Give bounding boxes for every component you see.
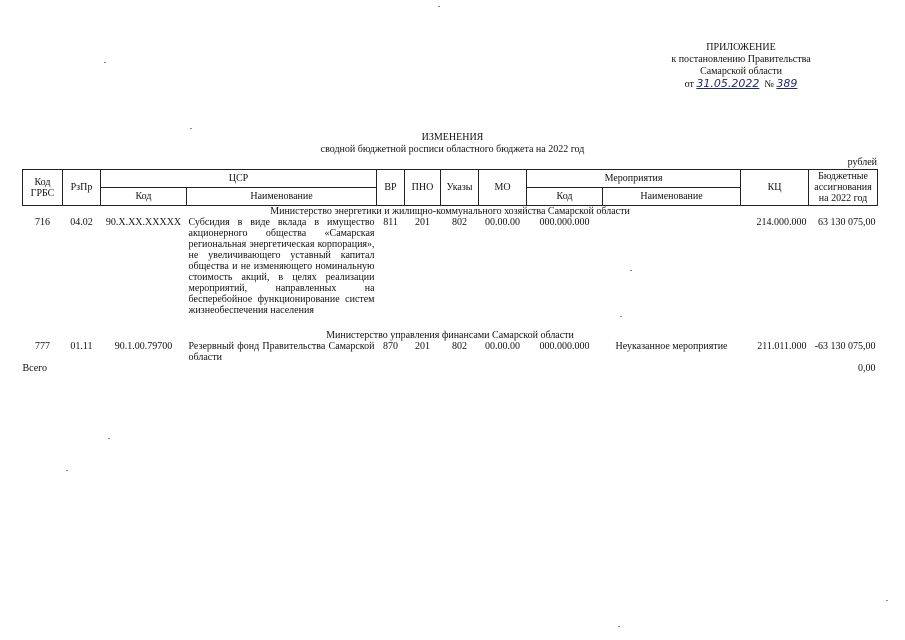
- header-csr-code: Код: [101, 188, 187, 206]
- header-pno: ПНО: [405, 170, 441, 206]
- cell-csr-name: Резервный фонд Правительства Самарской области: [188, 341, 375, 363]
- group-title: Министерство энергетики и жилищно-коммунального хозяйства Самарской области: [270, 206, 630, 217]
- header-mo: МО: [479, 170, 527, 206]
- header-kc: КЦ: [741, 170, 809, 206]
- cell-pno: 201: [415, 341, 431, 352]
- unit-label: рублей: [847, 157, 877, 168]
- appendix-title: ПРИЛОЖЕНИЕ: [706, 42, 776, 53]
- scan-speck: [108, 438, 110, 439]
- appendix-line-2: Самарской области: [700, 66, 782, 77]
- scan-speck: [630, 270, 632, 271]
- cell-event-name: Неуказанное мероприятие: [615, 341, 728, 352]
- cell-event-code: 000.000.000: [539, 341, 590, 352]
- header-amount: Бюджетные ассигнования на 2022 год: [809, 170, 878, 206]
- cell-grbs: 716: [35, 217, 50, 228]
- scan-speck: [438, 6, 440, 7]
- header-events-name: Наименование: [603, 188, 741, 206]
- handwritten-date: 31.05.2022: [696, 77, 760, 90]
- cell-kc: 211.011.000: [757, 341, 807, 352]
- cell-rzpr: 01.11: [70, 341, 93, 352]
- scan-speck: [190, 128, 192, 129]
- cell-ukazy: 802: [452, 341, 468, 352]
- cell-amount: -63 130 075,00: [814, 341, 876, 352]
- cell-kc: 214.000.000: [756, 217, 807, 228]
- cell-csr-name: Субсидия в виде вклада в имущество акционерного общества «Самарская региональная энергетическая корпорация», не увеличивающего уставный капитал общества и не изменяющего номинальную стоимость акций, в целях реализации мероприятий, направленных на бесперебойное функционирование систем жизнеобеспечения населения: [188, 217, 375, 316]
- header-grbs: Код ГРБС: [23, 170, 63, 206]
- handwritten-number: 389: [776, 77, 798, 90]
- cell-grbs: 777: [35, 341, 50, 352]
- cell-csr-code: 90.X.XX.XXXXX: [105, 217, 182, 228]
- cell-pno: 201: [415, 217, 431, 228]
- date-prefix: от: [684, 79, 694, 90]
- header-rzpr: РзПр: [63, 170, 101, 206]
- scan-speck: [886, 600, 888, 601]
- scan-speck: [620, 316, 622, 317]
- appendix-block: [641, 42, 841, 91]
- group-title: Министерство управления финансами Самарской области: [326, 330, 574, 341]
- header-csr-name: Наименование: [187, 188, 377, 206]
- budget-changes-table: [22, 169, 878, 374]
- cell-vr: 870: [383, 341, 399, 352]
- header-ukazy: Указы: [441, 170, 479, 206]
- cell-mo: 00.00.00: [485, 341, 521, 352]
- spacer-row: [23, 316, 878, 330]
- scan-speck: [104, 62, 106, 63]
- total-row: [23, 363, 878, 374]
- header-csr: ЦСР: [101, 170, 377, 188]
- group-header-row: [23, 330, 878, 341]
- cell-mo: 00.00.00: [485, 217, 521, 228]
- cell-rzpr: 04.02: [70, 217, 93, 228]
- cell-ukazy: 802: [452, 217, 468, 228]
- cell-event-name: [603, 217, 741, 316]
- document-subtitle: сводной бюджетной росписи областного бюджета на 2022 год: [320, 144, 585, 155]
- table-header: [23, 170, 878, 206]
- scan-speck: [66, 470, 68, 471]
- document-title-block: [0, 132, 905, 156]
- cell-vr: 811: [383, 217, 398, 228]
- appendix-line-1: к постановлению Правительства: [671, 54, 811, 65]
- table-row: [23, 341, 878, 363]
- number-prefix: №: [764, 79, 774, 90]
- scan-speck: [618, 626, 620, 627]
- appendix-date-line: [641, 78, 841, 91]
- header-vr: ВР: [377, 170, 405, 206]
- document-title: ИЗМЕНЕНИЯ: [421, 132, 484, 143]
- group-header-row: [23, 206, 878, 218]
- table-row: [23, 217, 878, 316]
- total-label: Всего: [22, 363, 48, 374]
- total-amount: 0,00: [858, 363, 876, 374]
- cell-event-code: 000.000.000: [539, 217, 590, 228]
- cell-csr-code: 90.1.00.79700: [114, 341, 173, 352]
- header-events: Мероприятия: [527, 170, 741, 188]
- cell-amount: 63 130 075,00: [818, 217, 876, 228]
- header-events-code: Код: [527, 188, 603, 206]
